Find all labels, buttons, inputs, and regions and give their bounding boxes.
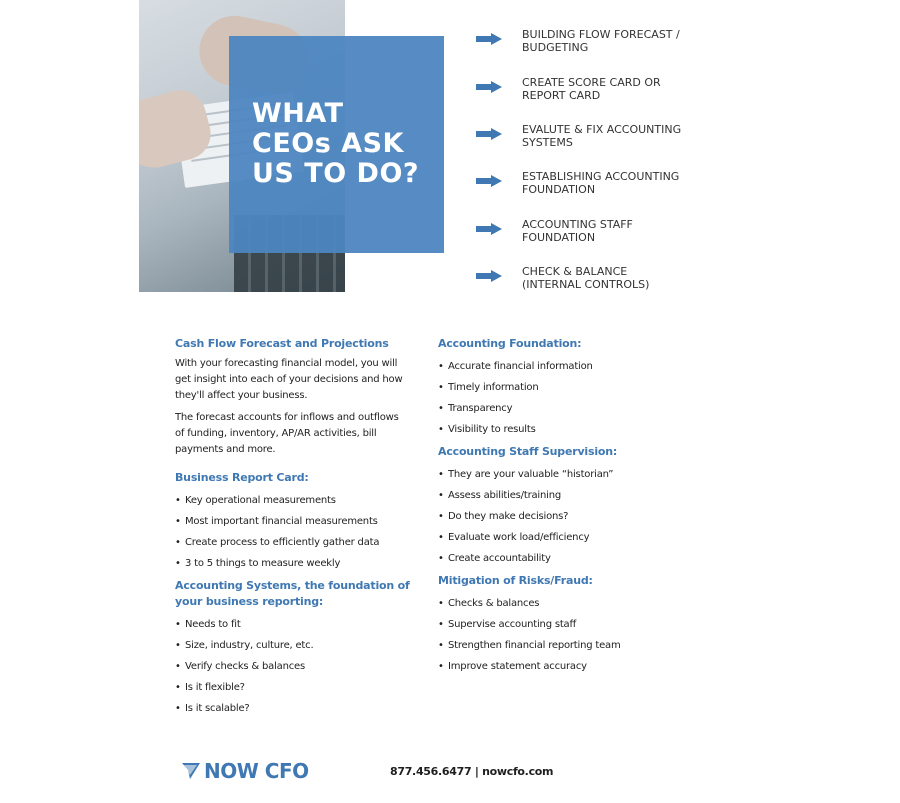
list-item: • Do they make decisions?: [438, 506, 678, 527]
cash-flow-heading: Cash Flow Forecast and Projections: [175, 337, 389, 350]
ask-item: [476, 123, 706, 155]
left-column: [175, 336, 410, 723]
accounting-systems-heading: Accounting Systems, the foundation of your business reporting:: [175, 579, 410, 608]
arrow-right-icon: [476, 33, 502, 45]
list-item: • Supervise accounting staff: [438, 614, 678, 635]
accounting-foundation-heading: Accounting Foundation:: [438, 337, 582, 350]
ask-item: [476, 265, 706, 297]
accounting-foundation-list: [438, 356, 678, 440]
arrow-right-icon: [476, 81, 502, 93]
list-item: • Create process to efficiently gather data: [175, 532, 410, 553]
list-item: • 3 to 5 things to measure weekly: [175, 553, 410, 574]
list-item: • Create accountability: [438, 548, 678, 569]
ask-label: ESTABLISHING ACCOUNTING FOUNDATION: [522, 170, 680, 196]
hero-title-line-2: CEOs ASK: [252, 128, 404, 159]
report-card-heading: Business Report Card:: [175, 471, 309, 484]
list-item: • They are your valuable “historian”: [438, 464, 678, 485]
hero-title-line-3: US TO DO?: [252, 158, 420, 189]
arrow-right-icon: [476, 223, 502, 235]
ask-item: [476, 218, 706, 250]
risk-mitigation-heading: Mitigation of Risks/Fraud:: [438, 574, 593, 587]
ask-label: ACCOUNTING STAFF FOUNDATION: [522, 218, 633, 244]
list-item: • Needs to fit: [175, 614, 410, 635]
hero-title: [252, 99, 437, 189]
report-card-list: [175, 490, 410, 574]
list-item: • Is it scalable?: [175, 698, 410, 719]
cash-flow-paragraph-1: With your forecasting financial model, you will get insight into each of your decisions and how they'll affect your business.: [175, 358, 403, 401]
ask-item: [476, 170, 706, 202]
list-item: • Most important financial measurements: [175, 511, 410, 532]
list-item: • Transparency: [438, 398, 678, 419]
staff-supervision-heading: Accounting Staff Supervision:: [438, 445, 618, 458]
arrow-right-icon: [476, 128, 502, 140]
logo-mark-icon: [181, 761, 201, 781]
ask-label: EVALUTE & FIX ACCOUNTING SYSTEMS: [522, 123, 682, 149]
cash-flow-paragraph-2: The forecast accounts for inflows and outflows of funding, inventory, AP/AR activities, bill payments and more.: [175, 412, 399, 455]
list-item: • Is it flexible?: [175, 677, 410, 698]
list-item: • Improve statement accuracy: [438, 656, 678, 677]
ask-label: BUILDING FLOW FORECAST / BUDGETING: [522, 28, 680, 54]
right-column: [438, 336, 678, 681]
list-item: • Accurate financial information: [438, 356, 678, 377]
arrow-right-icon: [476, 270, 502, 282]
staff-supervision-list: [438, 464, 678, 569]
list-item: • Checks & balances: [438, 593, 678, 614]
now-cfo-logo: [181, 758, 321, 784]
arrow-right-icon: [476, 175, 502, 187]
hero-title-line-1: WHAT: [252, 98, 344, 129]
ask-item: [476, 76, 706, 108]
accounting-systems-list: [175, 614, 410, 719]
list-item: • Assess abilities/training: [438, 485, 678, 506]
list-item: • Verify checks & balances: [175, 656, 410, 677]
list-item: • Timely information: [438, 377, 678, 398]
list-item: • Evaluate work load/efficiency: [438, 527, 678, 548]
risk-mitigation-list: [438, 593, 678, 677]
ask-label: CREATE SCORE CARD OR REPORT CARD: [522, 76, 661, 102]
list-item: • Strengthen financial reporting team: [438, 635, 678, 656]
ask-item: [476, 28, 706, 60]
list-item: • Visibility to results: [438, 419, 678, 440]
list-item: • Key operational measurements: [175, 490, 410, 511]
logo-wordmark: NOW CFO: [204, 759, 309, 783]
ask-label: CHECK & BALANCE (INTERNAL CONTROLS): [522, 265, 650, 291]
contact-info: 877.456.6477 | nowcfo.com: [390, 765, 554, 778]
list-item: • Size, industry, culture, etc.: [175, 635, 410, 656]
